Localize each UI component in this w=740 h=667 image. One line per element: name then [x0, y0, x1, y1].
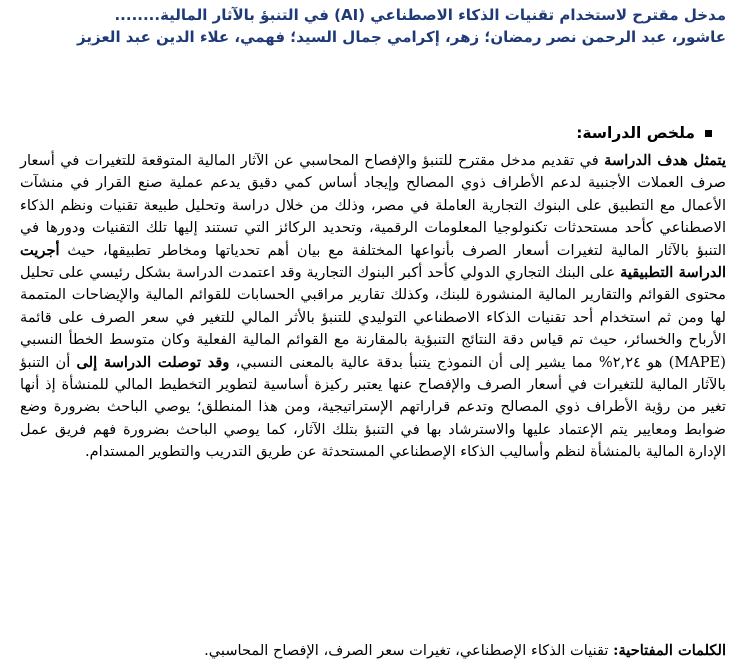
running-header [10, 4, 726, 48]
abstract-part-2: على البنك التجاري الدولي كأحد أكبر البنوك التجارية وقد اعتمدت الدراسة بشكل رئيسي على تحليل محتوى القوائم والتقارير المالية المنشورة للبنك، وكذلك تقارير مراقبي الحسابات للقوائم المالية والإيضاحات المتممة لها ومن ثم استخدام أحد تقنيات الذكاء الاصطناعي التوليدي للتنبؤ بالأثر المالي للتغير في سعر الصرف على قائمة الأرباح والخسائر، حيث تم قياس دقة النتائج التنبؤية بالمقارنة مع القوائم المالية الفعلية وكان متوسط الخطأ النسبي (MAPE) هو ٢,٢٤% مما يشير إلى أن النموذج يتنبأ بدقة عالية بالمعنى النسبي، [20, 264, 726, 371]
paper-authors: عاشور، عبد الرحمن نصر رمضان؛ زهر، إكرامي جمال السيد؛ فهمي، علاء الدين عبد العزيز [77, 28, 726, 46]
abstract-lead-bold: يتمثل هدف الدراسة [604, 152, 726, 169]
abstract-heading [576, 124, 712, 142]
paper-title: مدخل مقترح لاستخدام تقنيات الذكاء الاصطناعي (AI) في التنبؤ بالآثار المالية........ [114, 6, 726, 24]
abstract-bold-2: أجريت الدراسة التطبيقية [20, 241, 726, 282]
abstract-heading-text: ملخص الدراسة: [576, 124, 695, 142]
keywords-label: الكلمات المفتاحية: [613, 642, 726, 659]
abstract-part-1: في تقديم مدخل مقترح للتنبؤ والإفصاح المحاسبي عن الآثار المالية المتوقعة للتغيرات في أسعار صرف العملات الأجنبية لدعم الأطراف ذوي المصالح وإيجاد أساس كمي دقيق يدعم عملية صنع القرار في منشآت الأعمال مع التطبيق على البنوك التجارية العاملة في مصر، وذلك من خلال دراسة وتحليل طبيعة تقنيات ونظم الذكاء الاصطناعي كأحد مستحدثات تكنولوجيا المعلومات الرقمية، وتحديد الركائز التي تستند إليها تلك التقنيات ودورها في التنبؤ بالآثار المالية لتغيرات أسعار الصرف بأنواعها المختلفة مع بيان أهم تحدياتها ومخاطر تطبيقها، حيث [20, 152, 726, 259]
abstract-body [20, 150, 726, 464]
square-bullet-icon [705, 130, 712, 137]
abstract-bold-3: وقد توصلت الدراسة إلى [76, 353, 230, 371]
keywords-line [20, 641, 726, 661]
keywords-text: تقنيات الذكاء الإصطناعي، تغيرات سعر الصرف، الإفصاح المحاسبي. [204, 642, 614, 659]
abstract-part-3: أن التنبؤ بالآثار المالية للتغيرات في أسعار الصرف والإفصاح عنها يعتبر ركيزة أساسية لتطوير التخطيط المالي للمنشأة إذ أنها تغير من رؤية الأطراف ذوي المصالح وتدعم قراراتهم الإستراتيجية، ومن هذا المنطلق؛ يوصي الباحث بضرورة وضع ضوابط ومعايير يتم الإعتماد عليها والاسترشاد بها في التنبؤ بتلك الآثار، كما يوصي الباحث بضرورة فهم فريق عمل الإدارة المالية بالمنشأة لنظم وأساليب الذكاء الإصطناعي المستحدثة عن طريق التدريب والتطوير المستدام. [20, 353, 726, 461]
